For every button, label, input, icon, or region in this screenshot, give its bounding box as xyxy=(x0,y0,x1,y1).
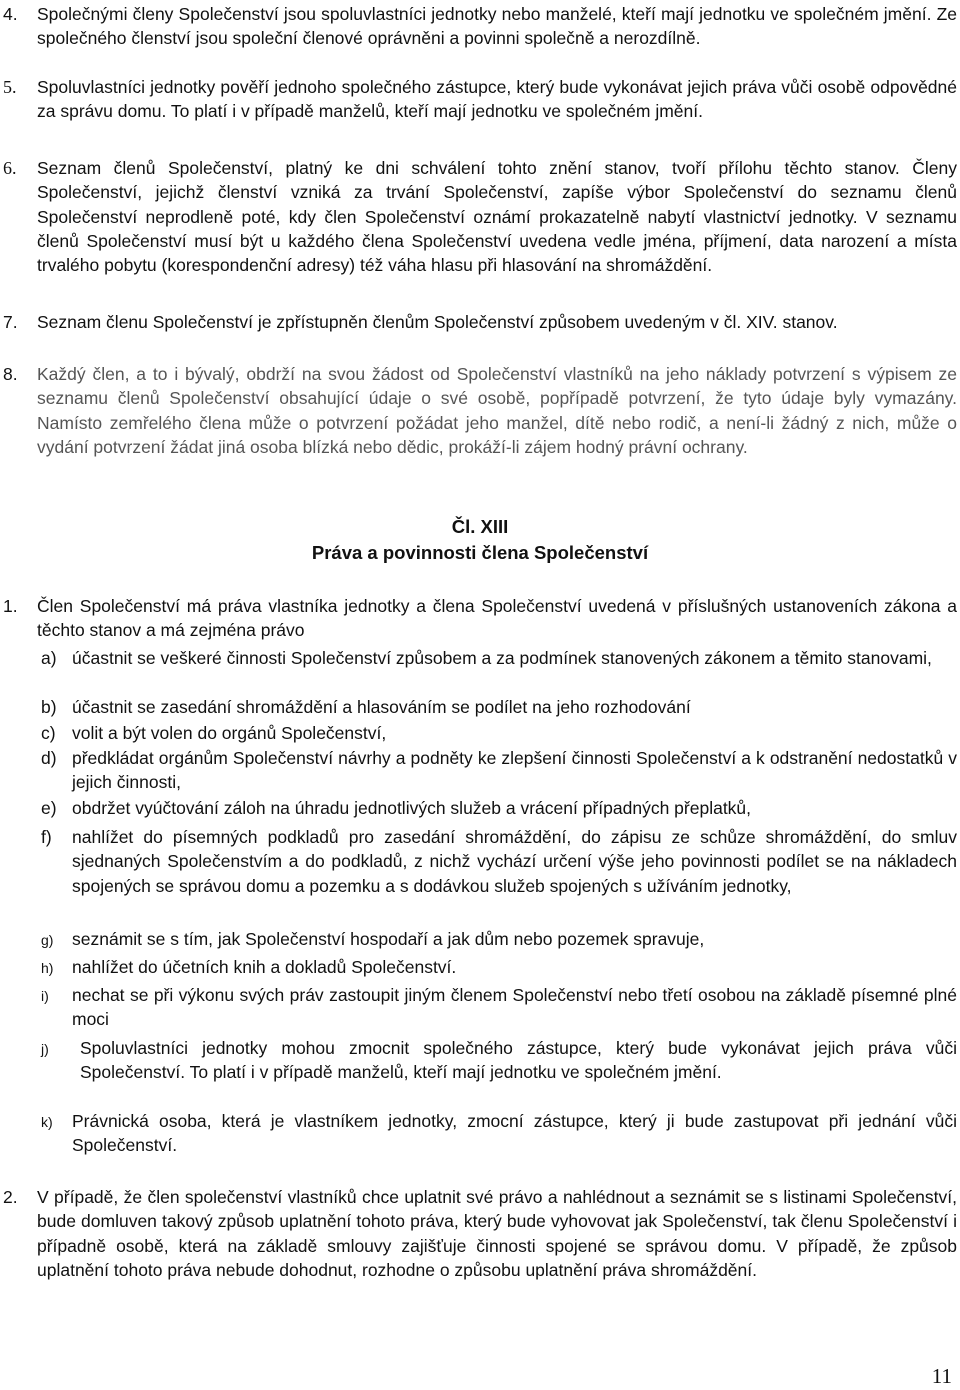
paragraph-text: V případě, že člen společenství vlastníků chce uplatnit své právo a nahlédnout a seznámit se s listinami Společenství, bude domluven takový způsob uplatnění tohoto práva, který bude vyhovovat jak Společenství, tak členu Společenství i případně osobě, která na základě smlouvy zajišťuje činnosti spojené se správou domu. V případě, že způsob uplatnění tohoto práva nebude dohodnut, rozhodne o způsobu uplatnění práva shromáždění. xyxy=(37,1187,957,1280)
paragraph-7 xyxy=(0,310,957,334)
list-text: volit a být volen do orgánů Společenství, xyxy=(72,723,387,743)
list-item-g xyxy=(0,927,957,951)
list-item-c xyxy=(0,721,957,745)
list-label: c) xyxy=(41,723,56,743)
list-label: j) xyxy=(41,1041,49,1057)
list-text: nahlížet do písemných podkladů pro zasedání shromáždění, do zápisu ze schůze shromáždění, do smluv sjednaných Společenstvím a do podkladů, z nichž vychází určení výše jeho povinnosti podílet se na nákladech spojených se správou domu a pozemku a s dodávkou služeb spojených s užíváním jednotky, xyxy=(72,827,957,896)
list-label: i) xyxy=(41,988,49,1004)
paragraph-number: 8. xyxy=(3,364,18,384)
paragraph-5 xyxy=(0,75,957,124)
list-text: účastnit se zasedání shromáždění a hlasováním se podílet na jeho rozhodování xyxy=(72,697,691,717)
list-item-h xyxy=(0,955,957,979)
paragraph-number: 5. xyxy=(3,77,17,97)
paragraph-text-b: Členy Společenství, jejichž členství vzniká za trvání Společenství, zapíše výbor Společenství do seznamu členů Společenství neprodleně poté, kdy člen Společenství oznámí prokazatelně nabytí vlastnictví jednotky. V seznamu členů Společenství musí být u každého člena Společenství uvedena vedle jména, příjmení, data narození a místa trvalého pobytu (korespondenční adresy) též váha hlasu při hlasování na shromáždění. xyxy=(37,158,957,276)
list-label: f) xyxy=(41,827,52,847)
paragraph-4 xyxy=(0,2,957,51)
paragraph-text: Seznam členu Společenství je zpřístupněn členům Společenství způsobem uvedeným v čl. XIV. stanov. xyxy=(37,312,838,332)
paragraph-number: 1. xyxy=(3,596,18,616)
list-label: k) xyxy=(41,1114,53,1130)
paragraph-number: 7. xyxy=(3,312,18,332)
list-label: a) xyxy=(41,648,57,668)
article-title: Práva a povinnosti člena Společenství xyxy=(311,542,649,563)
list-text: předkládat orgánům Společenství návrhy a podněty ke zlepšení činnosti Společenství a k odstranění nedostatků v jejich činnosti, xyxy=(72,748,957,793)
list-item-e xyxy=(0,796,957,820)
list-label: b) xyxy=(41,697,57,717)
paragraph-1 xyxy=(0,594,957,643)
list-item-d xyxy=(0,746,957,795)
list-label: g) xyxy=(41,932,54,948)
paragraph-2 xyxy=(0,1185,957,1282)
paragraph-text-b: Namísto zemřelého člena může o potvrzení požádat jeho manžel, dítě nebo rodič, a není-li žádný z nich, může o vydání potvrzení žádat jiná osoba blízká nebo dědic, prokáží-li zájem hodný právní ochrany. xyxy=(37,412,957,457)
paragraph-text-a: Seznam členů Společenství, platný ke dni schválení tohto znění stanov, tvoří přílohu těchto stanov. xyxy=(37,158,900,178)
paragraph-text-a: Každý člen, a to i bývalý, obdrží na svou žádost od Společenství vlastníků na jeho náklady potvrzení s výpisem ze seznamu členů Společenství obsahující údaje o své osobě, popřípadě potvrzení, že tyto údaje byly vymazány. xyxy=(37,364,957,409)
page-number: 11 xyxy=(931,1363,952,1388)
list-text: účastnit se veškeré činnosti Společenství způsobem a za podmínek stanovených zákonem a těmito stanovami, xyxy=(72,648,932,668)
list-item-j xyxy=(0,1036,957,1085)
paragraph-number: 2. xyxy=(3,1187,18,1207)
list-item-i xyxy=(0,983,957,1032)
list-item-k xyxy=(0,1109,957,1158)
list-text: Spoluvlastníci jednotky mohou zmocnit společného zástupce, který bude vykonávat jejich práva vůči Společenství. To platí i v případě manželů, kteří mají jednotku ve společném jmění. xyxy=(80,1038,957,1083)
paragraph-text: Člen Společenství má práva vlastníka jednotky a člena Společenství uvedená v příslušných ustanoveních zákona a těchto stanov a má zejména právo xyxy=(37,596,957,641)
paragraph-text: Společnými členy Společenství jsou spoluvlastníci jednotky nebo manželé, kteří mají jednotku ve společném jmění. Ze společného členství jsou společní členové oprávněni a povinni společně a nerozdílně. xyxy=(37,4,957,49)
list-item-a xyxy=(0,646,957,670)
list-text: nechat se při výkonu svých práv zastoupit jiným členem Společenství nebo třetí osobou na základě písemné plné moci xyxy=(72,985,957,1030)
list-label: d) xyxy=(41,748,57,768)
list-item-f xyxy=(0,825,957,898)
list-text: obdržet vyúčtování záloh na úhradu jednotlivých služeb a vrácení případných přeplatků, xyxy=(72,798,752,818)
paragraph-number: 6. xyxy=(3,158,17,178)
list-text: seznámit se s tím, jak Společenství hospodaří a jak dům nebo pozemek spravuje, xyxy=(72,929,705,949)
list-label: e) xyxy=(41,798,57,818)
paragraph-8 xyxy=(0,362,957,459)
article-number: Čl. XIII xyxy=(451,516,509,537)
paragraph-text: Spoluvlastníci jednotky pověří jednoho společného zástupce, který bude vykonávat jejich práva vůči osobě odpovědné za správu domu. To platí i v případě manželů, kteří mají jednotku ve společném jmění. xyxy=(37,77,957,122)
list-text: Právnická osoba, která je vlastníkem jednotky, zmocní zástupce, který ji bude zastupovat při jednání vůči Společenství. xyxy=(72,1111,957,1156)
list-text: nahlížet do účetních knih a dokladů Společenství. xyxy=(72,957,457,977)
paragraph-number: 4. xyxy=(3,4,18,24)
list-item-b xyxy=(0,695,957,719)
paragraph-6 xyxy=(0,156,957,277)
list-label: h) xyxy=(41,960,54,976)
